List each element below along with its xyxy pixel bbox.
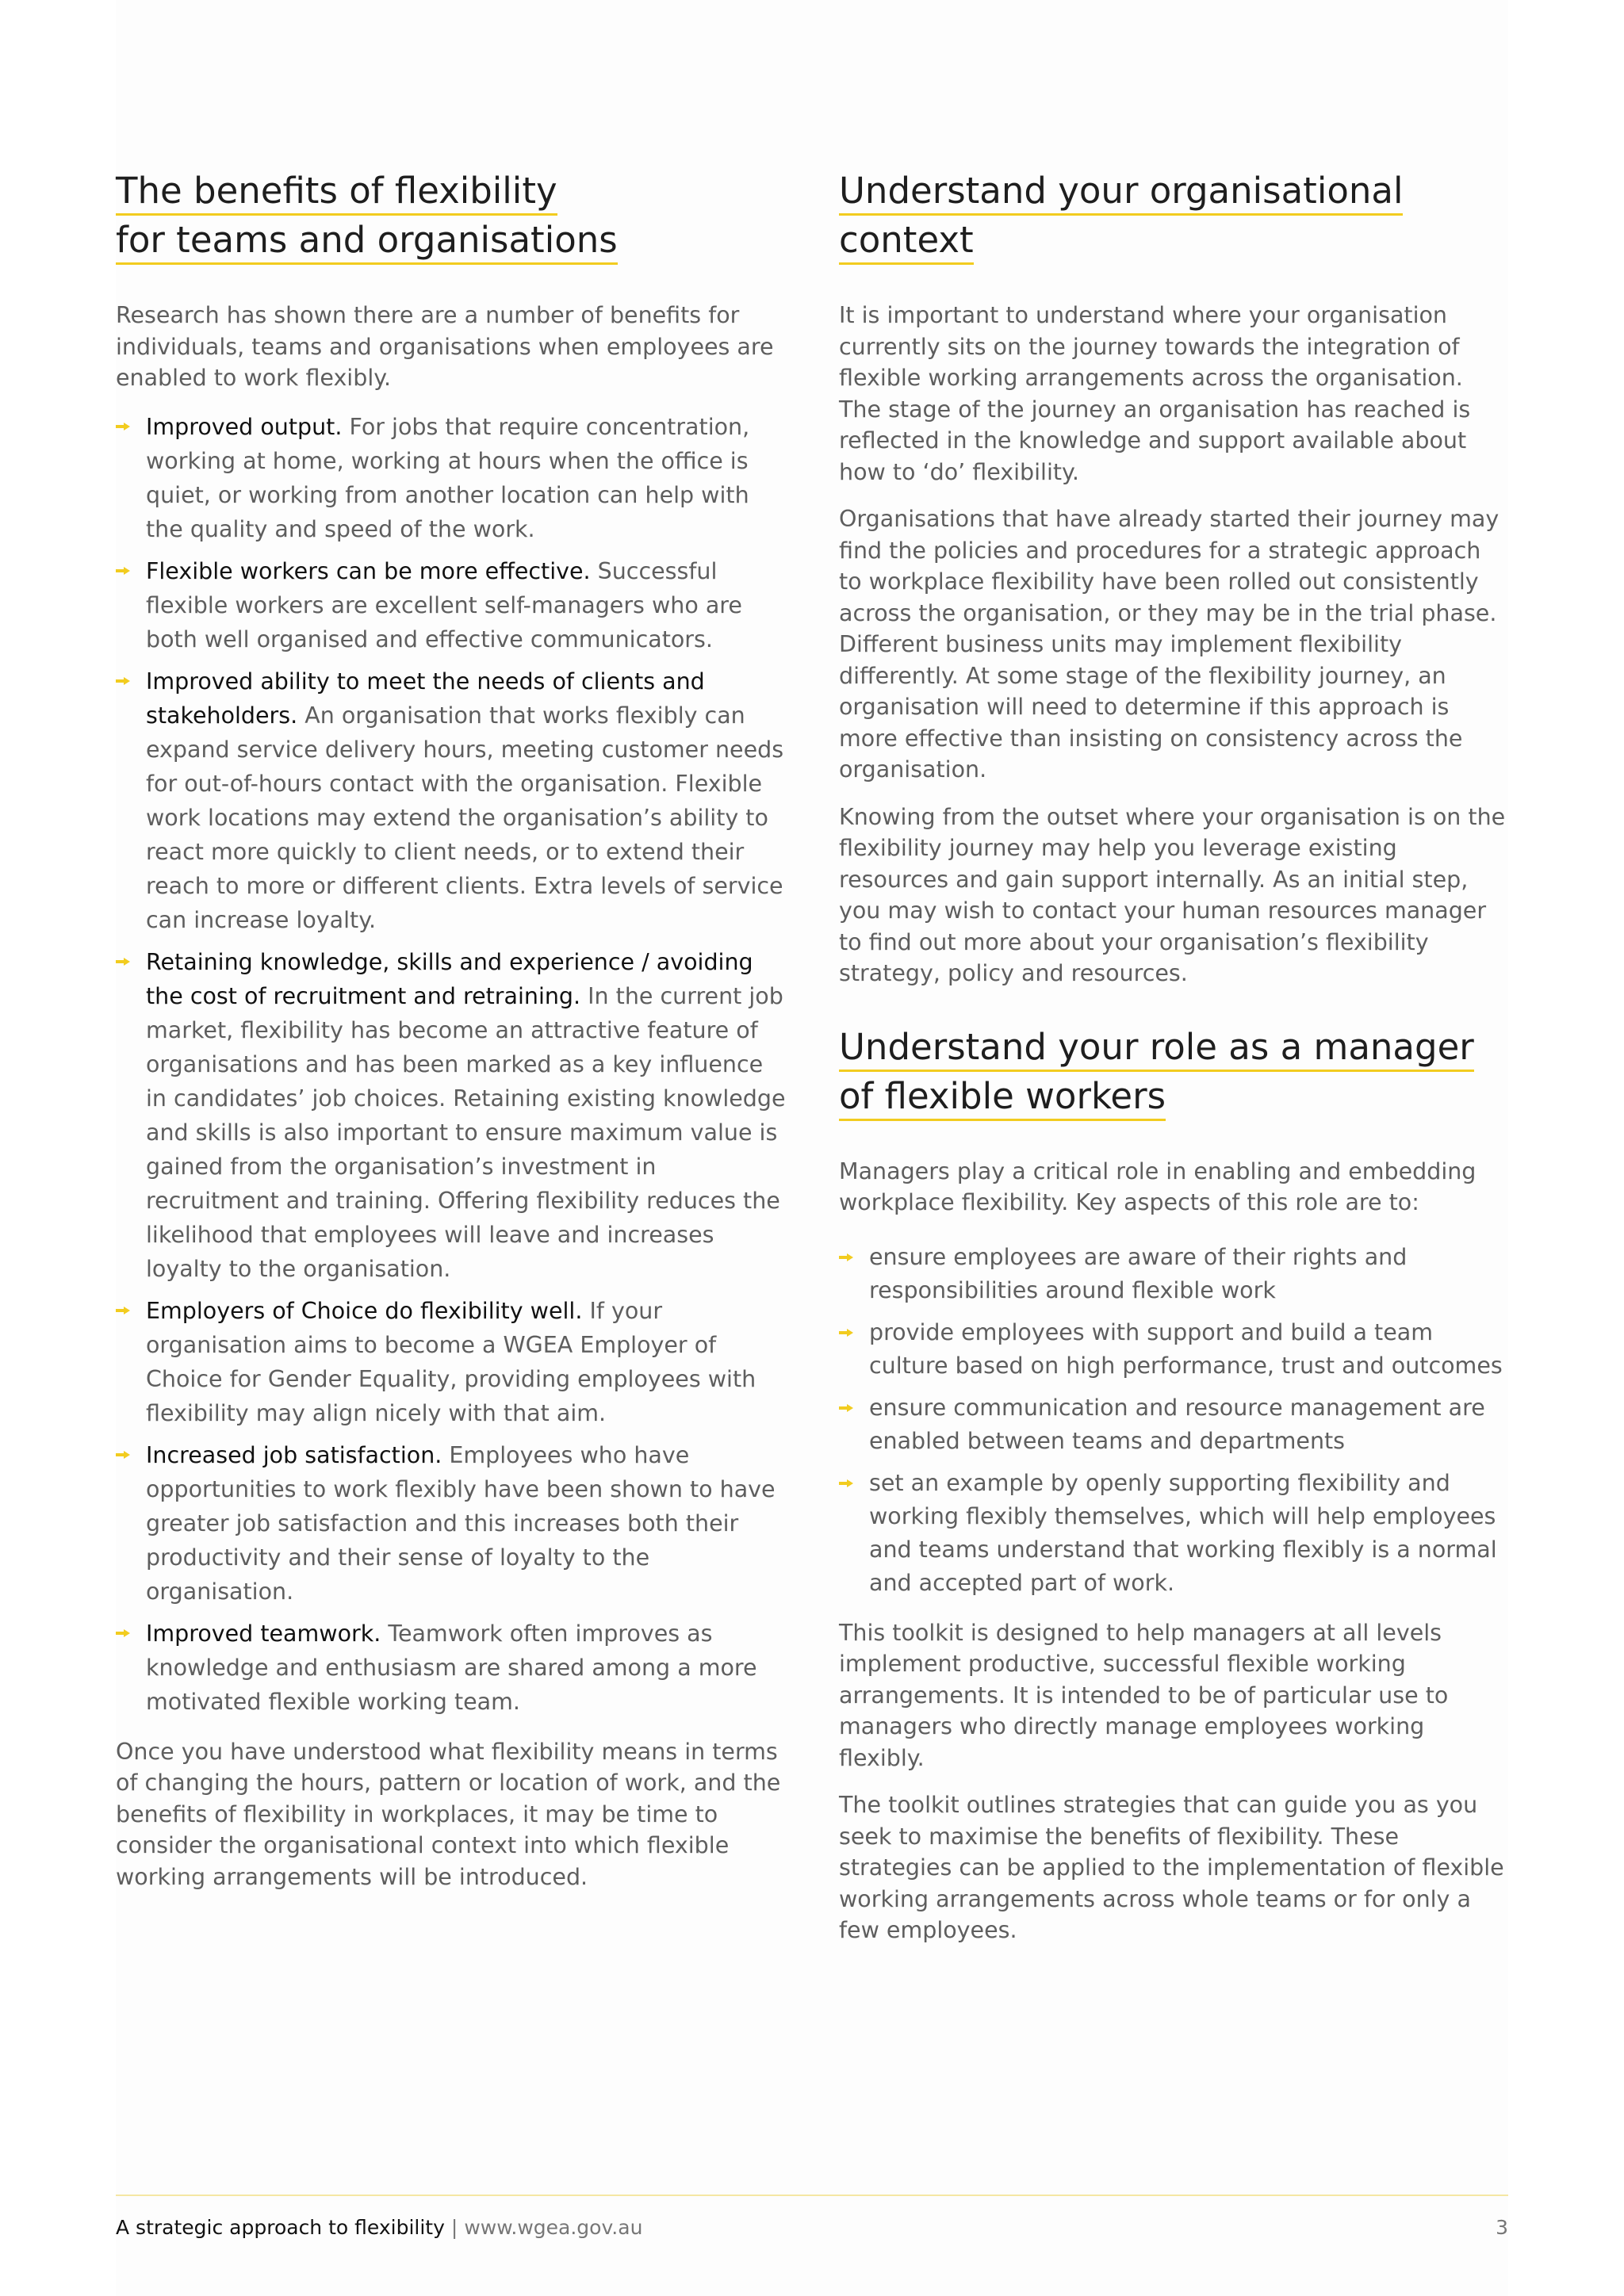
list-item-title: Flexible workers can be more effective. bbox=[146, 557, 591, 584]
heading-organisational-context bbox=[839, 166, 1510, 265]
list-item-text: In the current job market, flexibility has become an attractive feature of organisations and has been marked as a key influence in candidates’ job choices. Retaining existing knowledge and skills is also important to ensure maximum value is gained from the organisation’s investment in recruitment and training. Offering flexibility reduces the likelihood that employees will leave and increases loyalty to the organisation. bbox=[146, 982, 786, 1282]
list-item-title: Retaining knowledge, skills and experience / avoiding the cost of recruitment and retraining. bbox=[146, 948, 753, 1009]
toolkit-paragraph-2: The toolkit outlines strategies that can guide you as you seek to maximise the benefits of flexibility. These strategies can be applied to the implementation of flexible working arrangements across whole teams or for only a few employees. bbox=[839, 1792, 1504, 1943]
list-item-text: If your organisation aims to become a WGEA Employer of Choice for Gender Equality, providing employees with flexibility may align nicely with that aim. bbox=[146, 1297, 756, 1426]
arrow-bullet-icon bbox=[116, 1629, 130, 1637]
benefits-closing: Once you have understood what flexibility means in terms of changing the hours, pattern or location of work, and the benefits of flexibility in workplaces, it may be time to consider the organisational context into which flexible working arrangements will be introduced. bbox=[116, 1738, 781, 1890]
heading-manager-role-line2: of flexible workers bbox=[839, 1075, 1166, 1121]
footer-title: A strategic approach to flexibility bbox=[116, 2216, 445, 2239]
list-item-text: For jobs that require concentration, working at home, working at hours when the office is quiet, or working from another location can help with the quality and speed of the work. bbox=[146, 413, 750, 542]
footer-separator: | bbox=[450, 2216, 458, 2239]
list-item-text: Successful flexible workers are excellent self-managers who are both well organised and effective communicators. bbox=[146, 557, 742, 652]
list-item bbox=[116, 664, 787, 937]
arrow-bullet-icon bbox=[839, 1404, 853, 1412]
arrow-bullet-icon bbox=[116, 1307, 130, 1314]
list-item-text: Teamwork often improves as knowledge and enthusiasm are shared among a more motivated flexible working team. bbox=[146, 1620, 757, 1715]
left-column bbox=[116, 166, 787, 1908]
list-item-title: Improved output. bbox=[146, 413, 343, 440]
toolkit-paragraph-1: This toolkit is designed to help managers at all levels implement productive, successful flexible working arrangements. It is intended to be of particular use to managers who directly manage employees working flexibly. bbox=[839, 1619, 1449, 1771]
list-item-title: Improved teamwork. bbox=[146, 1620, 381, 1647]
heading-organisational-context-text: Understand your organisational context bbox=[839, 170, 1403, 265]
benefits-intro: Research has shown there are a number of benefits for individuals, teams and organisations when employees are enabled to work flexibly. bbox=[116, 302, 774, 391]
list-item bbox=[116, 1617, 787, 1719]
footer-divider bbox=[116, 2195, 1508, 2196]
page-number: 3 bbox=[1496, 2216, 1508, 2239]
heading-benefits-line2: for teams and organisations bbox=[116, 219, 618, 265]
list-item bbox=[116, 1438, 787, 1609]
context-paragraph-3: Knowing from the outset where your organisation is on the flexibility journey may help you leverage existing resources and gain support internally. As an initial step, you may wish to contact your human resources manager to find out more about your organisation’s flexibility strategy, policy and resources. bbox=[839, 803, 1506, 986]
heading-manager-role bbox=[839, 1023, 1510, 1121]
list-item bbox=[116, 1294, 787, 1430]
footer-url-link[interactable]: www.wgea.gov.au bbox=[464, 2216, 643, 2239]
footer bbox=[116, 2212, 1508, 2244]
list-item-text: provide employees with support and build a team culture based on high performance, trust and outcomes bbox=[869, 1318, 1503, 1379]
list-item-title: Improved ability to meet the needs of clients and stakeholders. bbox=[146, 668, 705, 729]
list-item-text: ensure communication and resource management are enabled between teams and departments bbox=[869, 1394, 1485, 1454]
list-item-text: ensure employees are aware of their rights and responsibilities around flexible work bbox=[869, 1243, 1408, 1303]
list-item bbox=[839, 1391, 1510, 1458]
context-paragraph-1: It is important to understand where your organisation currently sits on the journey towards the integration of flexible working arrangements across the organisation. The stage of the journey an organisation has reached is reflected in the knowledge and support available about how to ‘do’ flexibility. bbox=[839, 302, 1471, 485]
heading-manager-role-line1: Understand your role as a manager bbox=[839, 1026, 1474, 1072]
manager-role-intro: Managers play a critical role in enabling and embedding workplace flexibility. Key aspects of this role are to: bbox=[839, 1158, 1477, 1215]
arrow-bullet-icon bbox=[839, 1479, 853, 1487]
heading-benefits bbox=[116, 166, 787, 265]
manager-role-list bbox=[839, 1241, 1510, 1600]
list-item-text: Employees who have opportunities to work flexibly have been shown to have greater job satisfaction and this increases both their productivity and their sense of loyalty to the organisation. bbox=[146, 1441, 776, 1605]
arrow-bullet-icon bbox=[116, 958, 130, 966]
list-item bbox=[116, 945, 787, 1286]
arrow-bullet-icon bbox=[116, 567, 130, 575]
list-item bbox=[839, 1241, 1510, 1307]
arrow-bullet-icon bbox=[839, 1329, 853, 1337]
list-item-title: Employers of Choice do flexibility well. bbox=[146, 1297, 583, 1324]
list-item bbox=[116, 410, 787, 546]
benefits-list bbox=[116, 410, 787, 1719]
list-item-text: set an example by openly supporting flexibility and working flexibly themselves, which will help employees and teams understand that working flexibly is a normal and accepted part of work. bbox=[869, 1469, 1497, 1596]
arrow-bullet-icon bbox=[116, 677, 130, 685]
arrow-bullet-icon bbox=[839, 1253, 853, 1261]
list-item-text: An organisation that works flexibly can expand service delivery hours, meeting customer needs for out-of-hours contact with the organisation. Flexible work locations may extend the organisation’s ability to react more quickly to client needs, or to extend their reach to more or different clients. Extra levels of service can increase loyalty. bbox=[146, 702, 784, 933]
list-item bbox=[839, 1467, 1510, 1600]
list-item-title: Increased job satisfaction. bbox=[146, 1441, 442, 1468]
arrow-bullet-icon bbox=[116, 1451, 130, 1459]
list-item bbox=[839, 1316, 1510, 1383]
context-paragraph-2: Organisations that have already started their journey may find the policies and procedures for a strategic approach to workplace flexibility have been rolled out consistently across the organisation, or they may be in the trial phase. Different business units may implement flexibility differently. At some stage of the flexibility journey, an organisation will need to determine if this approach is more effective than insisting on consistency across the organisation. bbox=[839, 506, 1500, 783]
list-item bbox=[116, 554, 787, 656]
right-column bbox=[839, 166, 1510, 1962]
heading-benefits-line1: The benefits of flexibility bbox=[116, 170, 557, 216]
arrow-bullet-icon bbox=[116, 423, 130, 430]
